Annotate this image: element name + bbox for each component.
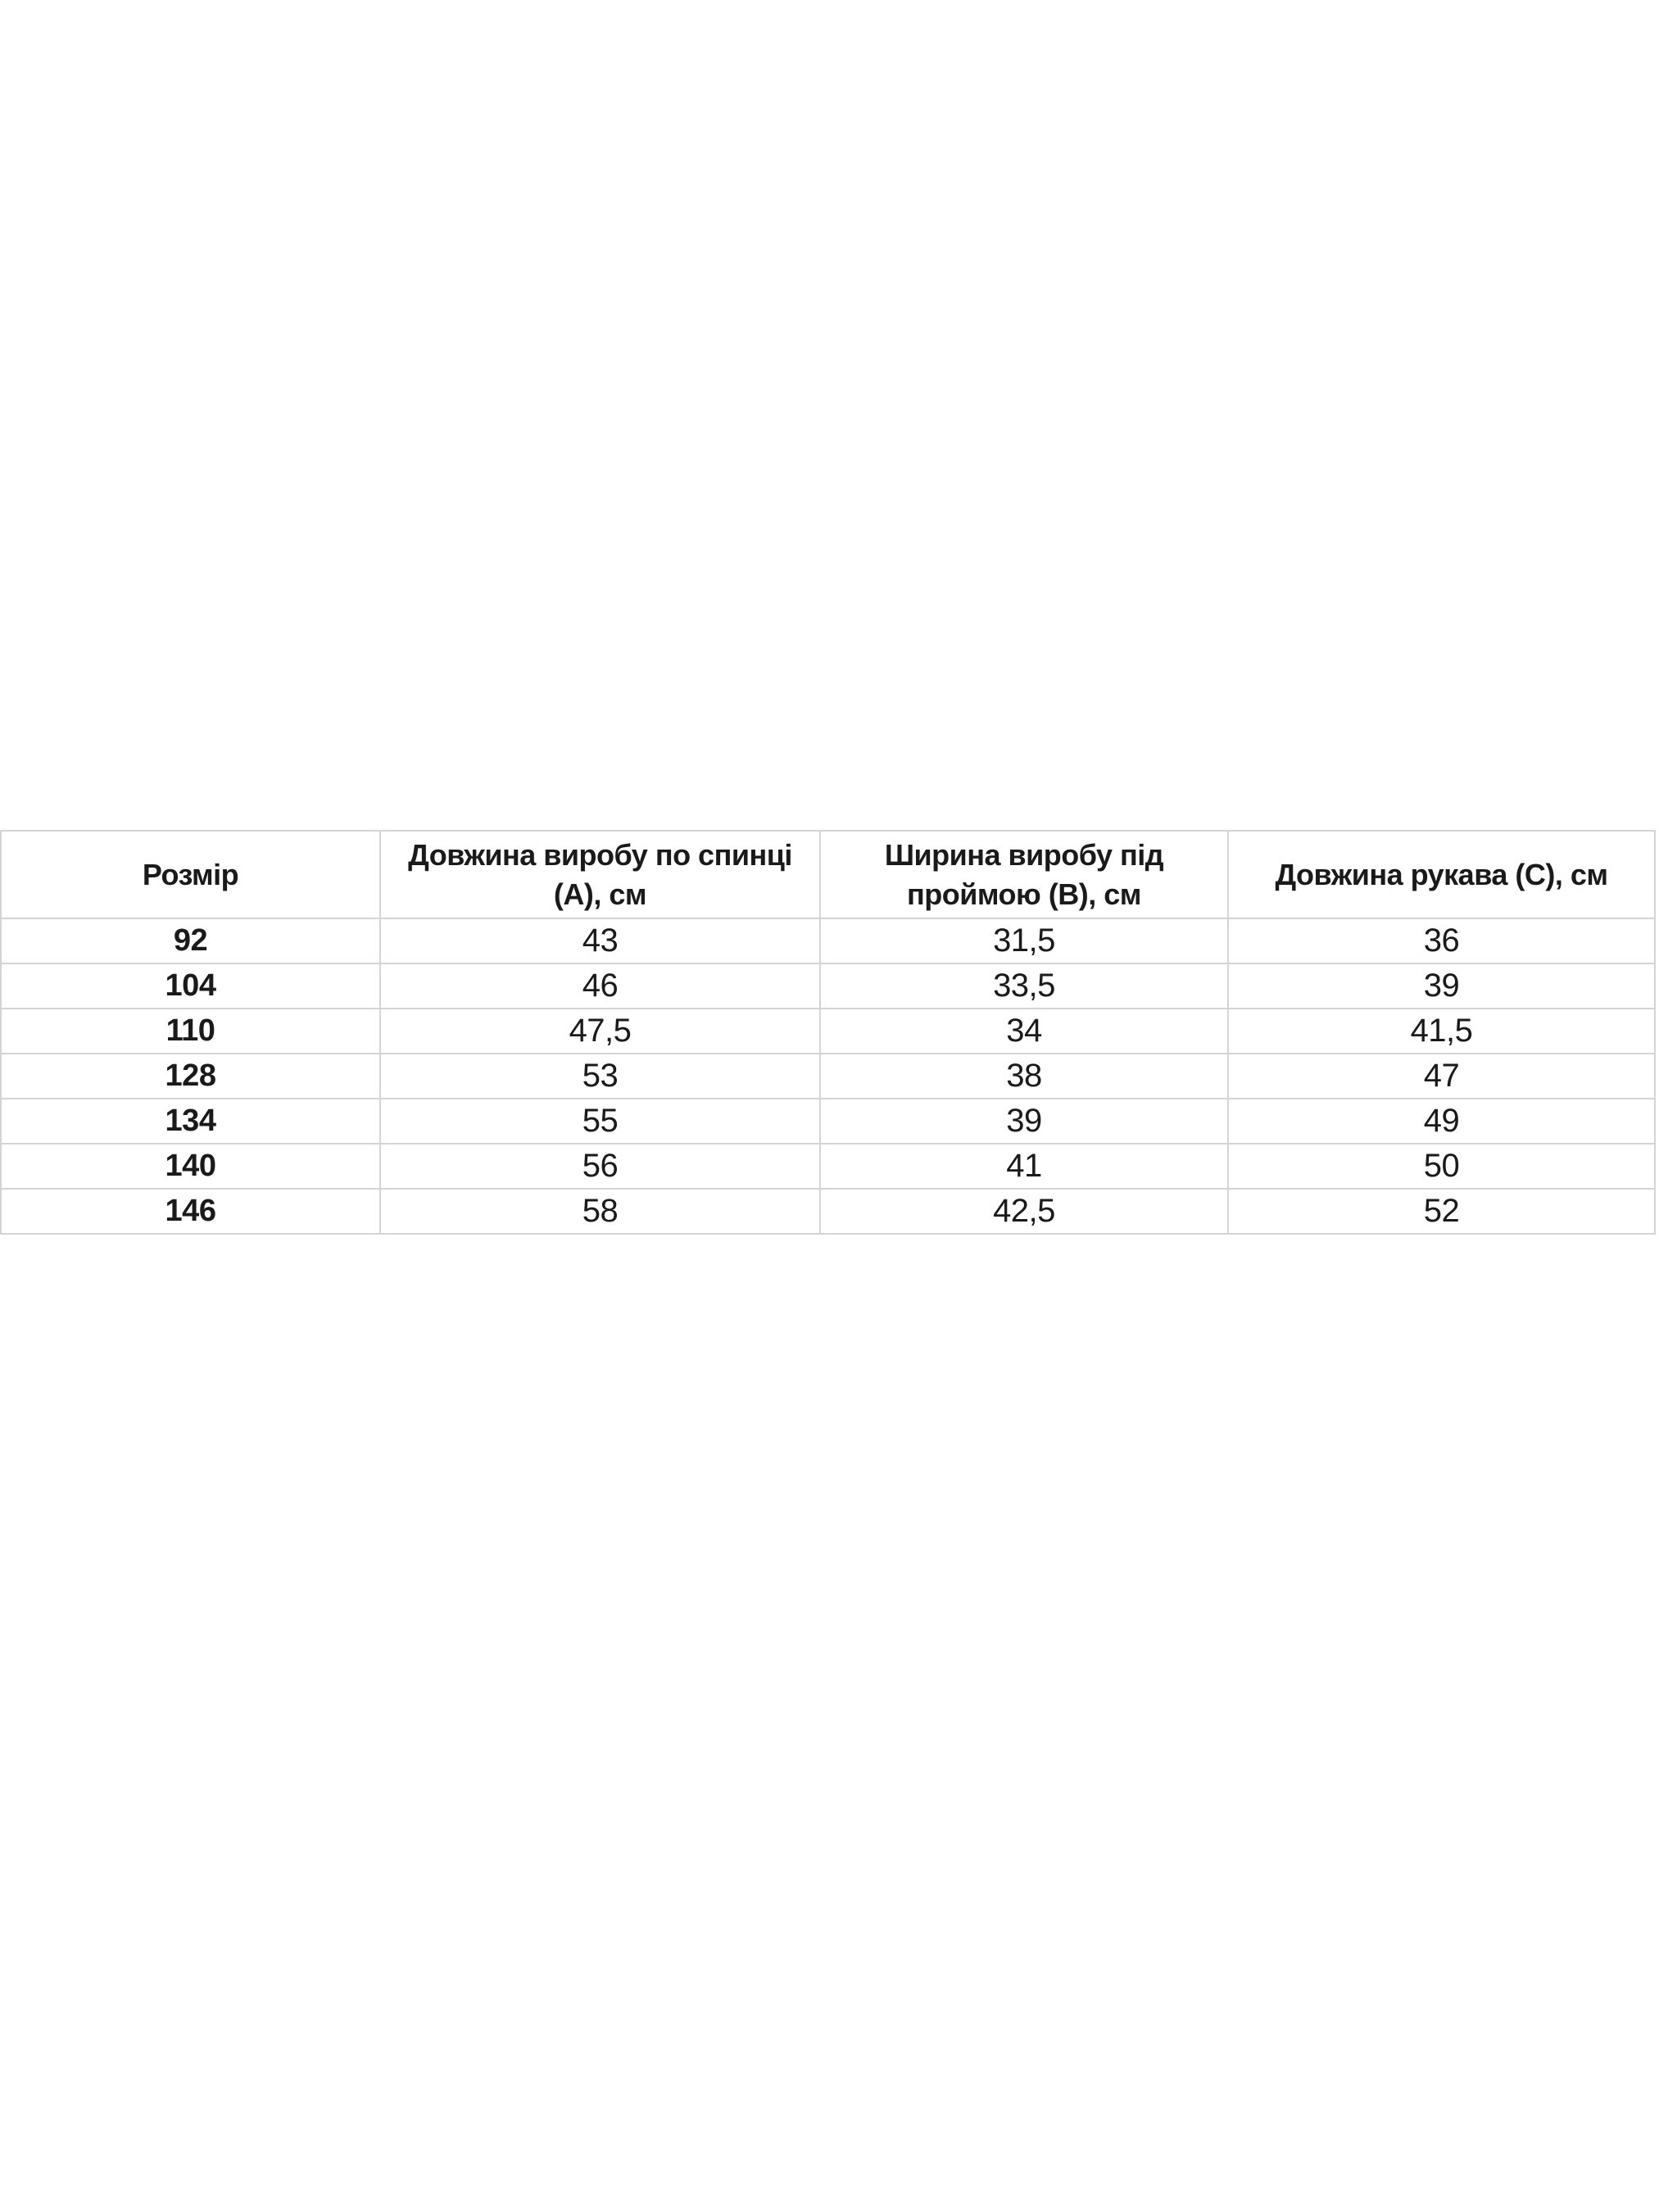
cell-underarm-width: 33,5 — [820, 963, 1228, 1009]
cell-underarm-width: 39 — [820, 1099, 1228, 1144]
cell-underarm-width: 31,5 — [820, 918, 1228, 963]
cell-size: 128 — [1, 1054, 380, 1099]
cell-underarm-width: 34 — [820, 1009, 1228, 1054]
cell-sleeve-length: 49 — [1228, 1099, 1655, 1144]
cell-back-length: 53 — [380, 1054, 820, 1099]
cell-sleeve-length: 47 — [1228, 1054, 1655, 1099]
header-row — [1, 831, 1655, 918]
size-chart-body — [1, 918, 1655, 1234]
cell-size: 110 — [1, 1009, 380, 1054]
cell-back-length: 56 — [380, 1144, 820, 1189]
size-chart-table — [0, 830, 1656, 1235]
cell-underarm-width: 38 — [820, 1054, 1228, 1099]
cell-size: 140 — [1, 1144, 380, 1189]
cell-back-length: 47,5 — [380, 1009, 820, 1054]
cell-underarm-width: 41 — [820, 1144, 1228, 1189]
cell-sleeve-length: 39 — [1228, 963, 1655, 1009]
cell-size: 146 — [1, 1189, 380, 1234]
cell-sleeve-length: 50 — [1228, 1144, 1655, 1189]
column-header-underarm-width: Ширина виробу під проймою (B), см — [820, 831, 1228, 918]
cell-back-length: 58 — [380, 1189, 820, 1234]
table-row — [1, 1144, 1655, 1189]
table-row — [1, 1189, 1655, 1234]
cell-sleeve-length: 36 — [1228, 918, 1655, 963]
cell-size: 104 — [1, 963, 380, 1009]
cell-back-length: 46 — [380, 963, 820, 1009]
table-row — [1, 1054, 1655, 1099]
table-row — [1, 1099, 1655, 1144]
column-header-sleeve-length: Довжина рукава (C), см — [1228, 831, 1655, 918]
column-header-back-length: Довжина виробу по спинці (A), см — [380, 831, 820, 918]
cell-size: 92 — [1, 918, 380, 963]
cell-size: 134 — [1, 1099, 380, 1144]
cell-underarm-width: 42,5 — [820, 1189, 1228, 1234]
table-row — [1, 1009, 1655, 1054]
table-row — [1, 963, 1655, 1009]
table-row — [1, 918, 1655, 963]
cell-sleeve-length: 52 — [1228, 1189, 1655, 1234]
column-header-size: Розмір — [1, 831, 380, 918]
cell-sleeve-length: 41,5 — [1228, 1009, 1655, 1054]
cell-back-length: 43 — [380, 918, 820, 963]
cell-back-length: 55 — [380, 1099, 820, 1144]
size-chart-header — [1, 831, 1655, 918]
